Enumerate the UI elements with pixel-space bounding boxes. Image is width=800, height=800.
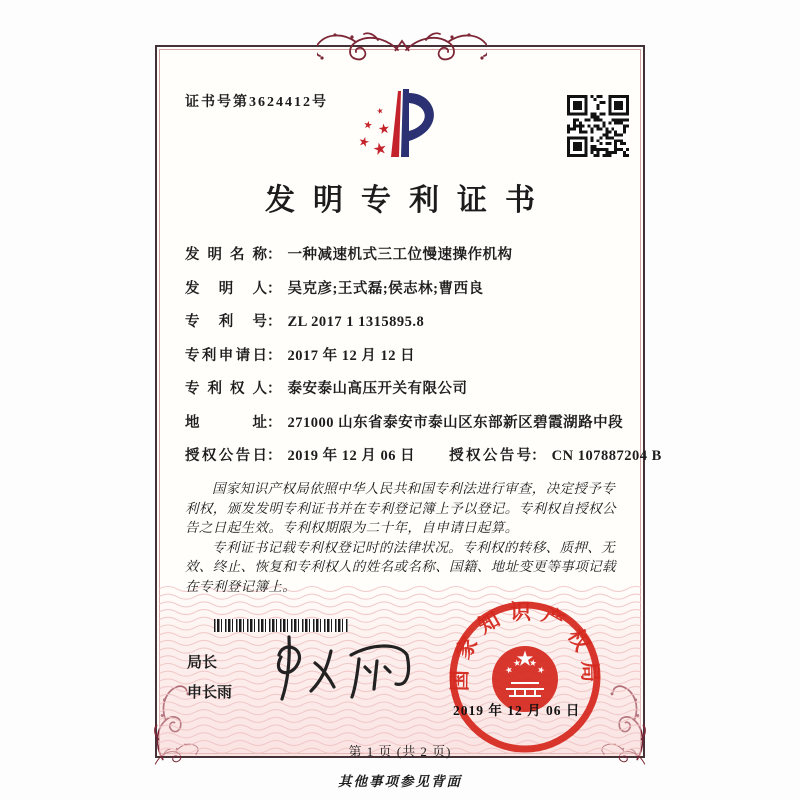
field-value: 泰安泰山高压开关有限公司 (287, 381, 468, 397)
field-row-filing-date: 专利申请日： 2017 年 12 月 12 日 (185, 344, 625, 365)
field-label: 地址 (185, 414, 267, 431)
director-name: 申长雨 (187, 684, 233, 701)
cnipa-logo-icon (355, 85, 447, 169)
grant-date-label: 授权公告日 (185, 448, 267, 464)
grant-date-value: 2019 年 12 月 06 日 (287, 448, 416, 464)
field-value: ZL 2017 1 1315895.8 (287, 314, 425, 330)
field-row-patent-number: 专利号： ZL 2017 1 1315895.8 (185, 310, 625, 331)
field-value: 一种减速机式三工位慢速操作机构 (287, 247, 513, 263)
field-value: 2017 年 12 月 12 日 (287, 347, 416, 364)
seal-date: 2019 年 12 月 06 日 (453, 703, 581, 718)
legal-paragraph-1: 国家知识产权局依照中华人民共和国专利法进行审查，决定授予专利权，颁发发明专利证书并在专利登记簿上予以登记。专利权自授权公告之日起生效。专利权期限为二十年，自申请日起算。 (185, 481, 616, 535)
back-side-note: 其他事项参见背面 (338, 774, 462, 789)
field-label: 发明人 (185, 280, 267, 297)
patent-fields (185, 243, 662, 478)
top-border-flourish-ornament (317, 30, 487, 66)
official-seal-icon (445, 597, 605, 757)
field-row-inventors: 发明人： 吴克彦;王式磊;侯志林;曹西良 (185, 277, 625, 298)
field-row-invention-name: 发明名称： 一种减速机式三工位慢速操作机构 (185, 243, 625, 264)
seal-org-text: 国家知识产权局 (447, 599, 603, 692)
field-label: 专利申请日 (185, 347, 267, 364)
field-row-address: 地址： 271000 山东省泰安市泰山区东部新区碧霞湖路中段 (185, 411, 625, 432)
field-label: 专利号 (185, 314, 267, 330)
page-number: 第 1 页 (共 2 页) (348, 744, 452, 759)
field-label: 专利权人 (185, 381, 267, 397)
certificate-body (155, 45, 662, 759)
field-row-grant: 授权公告日： 2019 年 12 月 06 日 授权公告号： CN 107887204 B (185, 444, 625, 465)
handwritten-signature-icon (253, 629, 433, 711)
legal-text (185, 479, 621, 596)
field-row-patentee: 专利权人： 泰安泰山高压开关有限公司 (185, 377, 625, 398)
director-title: 局长 (187, 654, 218, 671)
legal-paragraph-2: 专利证书记载专利权登记时的法律状况。专利权的转移、质押、无效、终止、恢复和专利权人的姓名或名称、国籍、地址变更等事项记载在专利登记簿上。 (185, 539, 616, 594)
field-label: 发明名称 (185, 247, 267, 263)
grant-number-label: 授权公告号 (449, 448, 532, 464)
certificate-number: 证书号第3624412号 (185, 95, 328, 110)
certificate-title: 发明专利证书 (265, 184, 553, 217)
field-value: 吴克彦;王式磊;侯志林;曹西良 (287, 280, 484, 297)
field-value: 271000 山东省泰安市泰山区东部新区碧霞湖路中段 (287, 414, 624, 431)
grant-number-value: CN 107887204 B (551, 448, 662, 464)
qr-code-icon (567, 95, 629, 157)
